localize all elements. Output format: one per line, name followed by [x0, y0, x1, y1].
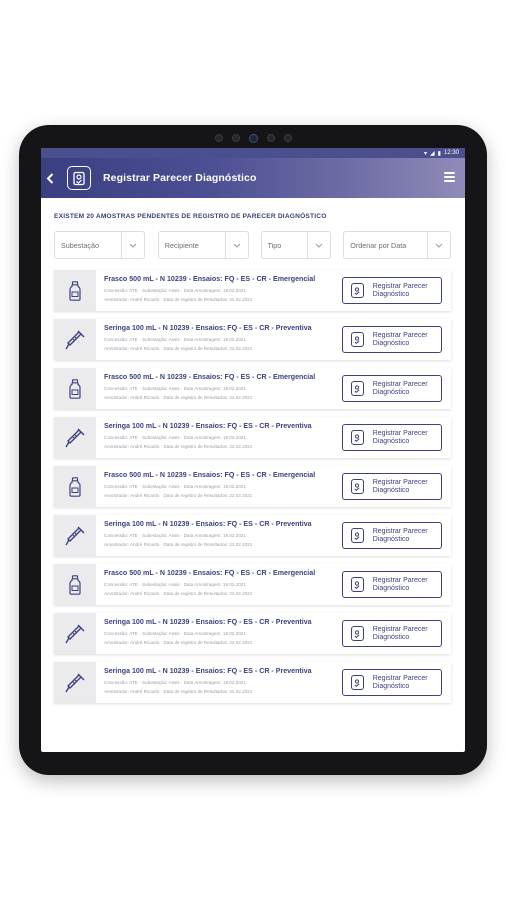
diagnosis-document-icon [351, 332, 364, 347]
filter-label: Ordenar por Data [350, 240, 407, 250]
back-button[interactable] [41, 158, 59, 198]
app-screen [41, 148, 465, 752]
register-diagnosis-button[interactable] [342, 522, 442, 549]
sample-sampler: Amostrador: André Ricardo · Data de registro de Resultados: 22.02.2021 [104, 689, 253, 694]
diagnosis-document-icon [351, 675, 364, 690]
sample-info [96, 564, 342, 605]
status-time: 12:30 [443, 150, 459, 156]
syringe-icon [54, 515, 96, 556]
register-diagnosis-label: Registrar Parecer Diagnóstico [372, 429, 428, 445]
sample-sampler: Amostrador: André Ricardo · Data de registro de Resultados: 22.02.2021 [104, 346, 253, 351]
register-diagnosis-button[interactable] [342, 375, 442, 402]
sample-list-item[interactable] [54, 319, 451, 360]
register-diagnosis-label: Registrar Parecer Diagnóstico [372, 576, 428, 592]
sample-list-item[interactable] [54, 515, 451, 556]
sample-info [96, 417, 342, 458]
camera-icon [249, 134, 258, 143]
sample-list-item[interactable] [54, 613, 451, 654]
sample-title: Frasco 500 mL - N 10239 - Ensaios: FQ - ES - CR - Emergencial [104, 373, 316, 381]
sample-info [96, 515, 342, 556]
syringe-icon [54, 662, 96, 703]
syringe-icon [54, 319, 96, 360]
register-diagnosis-label: Registrar Parecer Diagnóstico [372, 527, 428, 543]
page-title: Registrar Parecer Diagnóstico [103, 172, 257, 184]
battery-icon: ▮ [437, 150, 441, 157]
hamburger-icon [444, 176, 455, 178]
sample-title: Seringa 100 mL - N 10239 - Ensaios: FQ - ES - CR - Preventiva [104, 520, 312, 528]
register-diagnosis-button[interactable] [342, 326, 442, 353]
wifi-icon: ▾ [424, 150, 428, 157]
syringe-icon [54, 417, 96, 458]
register-diagnosis-button[interactable] [342, 620, 442, 647]
sample-sampler: Amostrador: André Ricardo · Data de registro de Resultados: 22.02.2021 [104, 591, 253, 596]
register-diagnosis-label: Registrar Parecer Diagnóstico [372, 625, 428, 641]
register-diagnosis-label: Registrar Parecer Diagnóstico [372, 478, 428, 494]
sample-info [96, 466, 342, 507]
diagnosis-document-icon [67, 166, 91, 190]
sample-details: Concessão: ATE · Subestação: Assis · Data Amostragem: 19.02.2021 [104, 680, 246, 685]
tablet-frame [19, 125, 487, 775]
filter-subestacao[interactable] [54, 231, 145, 259]
sensor-icon [284, 134, 292, 142]
sample-list-item[interactable] [54, 417, 451, 458]
status-bar [41, 148, 465, 158]
diagnosis-document-icon [351, 528, 364, 543]
app-header [41, 158, 465, 198]
register-diagnosis-button[interactable] [342, 424, 442, 451]
sample-sampler: Amostrador: André Ricardo · Data de registro de Resultados: 22.02.2021 [104, 493, 253, 498]
signal-icon: ◢ [430, 150, 435, 157]
chevron-down-icon [225, 232, 248, 258]
register-diagnosis-label: Registrar Parecer Diagnóstico [372, 674, 428, 690]
sample-sampler: Amostrador: André Ricardo · Data de registro de Resultados: 22.02.2021 [104, 444, 253, 449]
sample-list-item[interactable] [54, 564, 451, 605]
register-diagnosis-button[interactable] [342, 277, 442, 304]
sample-details: Concessão: ATE · Subestação: Assis · Data Amostragem: 19.02.2021 [104, 582, 246, 587]
chevron-left-icon [46, 173, 54, 184]
filter-recipiente[interactable] [158, 231, 249, 259]
chevron-down-icon [307, 232, 330, 258]
sample-title: Seringa 100 mL - N 10239 - Ensaios: FQ - ES - CR - Preventiva [104, 667, 312, 675]
sample-title: Frasco 500 mL - N 10239 - Ensaios: FQ - ES - CR - Emergencial [104, 275, 316, 283]
sample-title: Seringa 100 mL - N 10239 - Ensaios: FQ - ES - CR - Preventiva [104, 618, 312, 626]
diagnosis-document-icon [351, 479, 364, 494]
chevron-down-icon [427, 232, 450, 258]
sample-details: Concessão: ATE · Subestação: Assis · Data Amostragem: 19.02.2021 [104, 484, 246, 489]
register-diagnosis-label: Registrar Parecer Diagnóstico [372, 331, 428, 347]
filter-bar [54, 231, 451, 261]
bottle-icon [54, 270, 96, 311]
sample-title: Seringa 100 mL - N 10239 - Ensaios: FQ - ES - CR - Preventiva [104, 422, 312, 430]
sample-sampler: Amostrador: André Ricardo · Data de registro de Resultados: 22.02.2021 [104, 297, 253, 302]
sample-title: Seringa 100 mL - N 10239 - Ensaios: FQ - ES - CR - Preventiva [104, 324, 312, 332]
chevron-down-icon [121, 232, 144, 258]
filter-tipo[interactable] [261, 231, 332, 259]
sample-details: Concessão: ATE · Subestação: Assis · Data Amostragem: 19.02.2021 [104, 533, 246, 538]
pending-samples-text: EXISTEM 20 AMOSTRAS PENDENTES DE REGISTRO DE PARECER DIAGNÓSTICO [54, 213, 327, 220]
diagnosis-document-icon [351, 626, 364, 641]
sensor-icon [232, 134, 240, 142]
register-diagnosis-button[interactable] [342, 571, 442, 598]
sample-sampler: Amostrador: André Ricardo · Data de registro de Resultados: 22.02.2021 [104, 542, 253, 547]
sample-details: Concessão: ATE · Subestação: Assis · Data Amostragem: 19.02.2021 [104, 386, 246, 391]
hamburger-icon [444, 180, 455, 182]
bottle-icon [54, 564, 96, 605]
menu-button[interactable] [444, 172, 455, 182]
bottle-icon [54, 368, 96, 409]
sample-info [96, 613, 342, 654]
filter-label: Tipo [267, 240, 282, 250]
diagnosis-document-icon [351, 577, 364, 592]
samples-list [54, 270, 451, 703]
main-content [41, 213, 465, 703]
sample-list-item[interactable] [54, 270, 451, 311]
diagnosis-document-icon [351, 381, 364, 396]
sample-title: Frasco 500 mL - N 10239 - Ensaios: FQ - ES - CR - Emergencial [104, 471, 316, 479]
sample-details: Concessão: ATE · Subestação: Assis · Data Amostragem: 19.02.2021 [104, 288, 246, 293]
filter-ordenar[interactable] [343, 231, 451, 259]
register-diagnosis-button[interactable] [342, 473, 442, 500]
sample-info [96, 319, 342, 360]
sample-info [96, 368, 342, 409]
sample-sampler: Amostrador: André Ricardo · Data de registro de Resultados: 22.02.2021 [104, 640, 253, 645]
sample-info [96, 270, 342, 311]
sample-details: Concessão: ATE · Subestação: Assis · Data Amostragem: 19.02.2021 [104, 435, 246, 440]
diagnosis-document-icon [351, 430, 364, 445]
filter-label: Recipiente [164, 240, 199, 250]
sensor-icon [215, 134, 223, 142]
sample-list-item[interactable] [54, 466, 451, 507]
diagnosis-document-icon [351, 283, 364, 298]
camera-bar [19, 132, 487, 144]
hamburger-icon [444, 172, 455, 174]
sample-list-item[interactable] [54, 662, 451, 703]
sample-details: Concessão: ATE · Subestação: Assis · Data Amostragem: 19.02.2021 [104, 631, 246, 636]
sample-sampler: Amostrador: André Ricardo · Data de registro de Resultados: 22.02.2021 [104, 395, 253, 400]
sample-info [96, 662, 342, 703]
filter-label: Subestação [61, 240, 99, 250]
sample-title: Frasco 500 mL - N 10239 - Ensaios: FQ - ES - CR - Emergencial [104, 569, 316, 577]
sensor-icon [267, 134, 275, 142]
bottle-icon [54, 466, 96, 507]
sample-details: Concessão: ATE · Subestação: Assis · Data Amostragem: 19.02.2021 [104, 337, 246, 342]
register-diagnosis-label: Registrar Parecer Diagnóstico [372, 282, 428, 298]
register-diagnosis-button[interactable] [342, 669, 442, 696]
sample-list-item[interactable] [54, 368, 451, 409]
syringe-icon [54, 613, 96, 654]
register-diagnosis-label: Registrar Parecer Diagnóstico [372, 380, 428, 396]
